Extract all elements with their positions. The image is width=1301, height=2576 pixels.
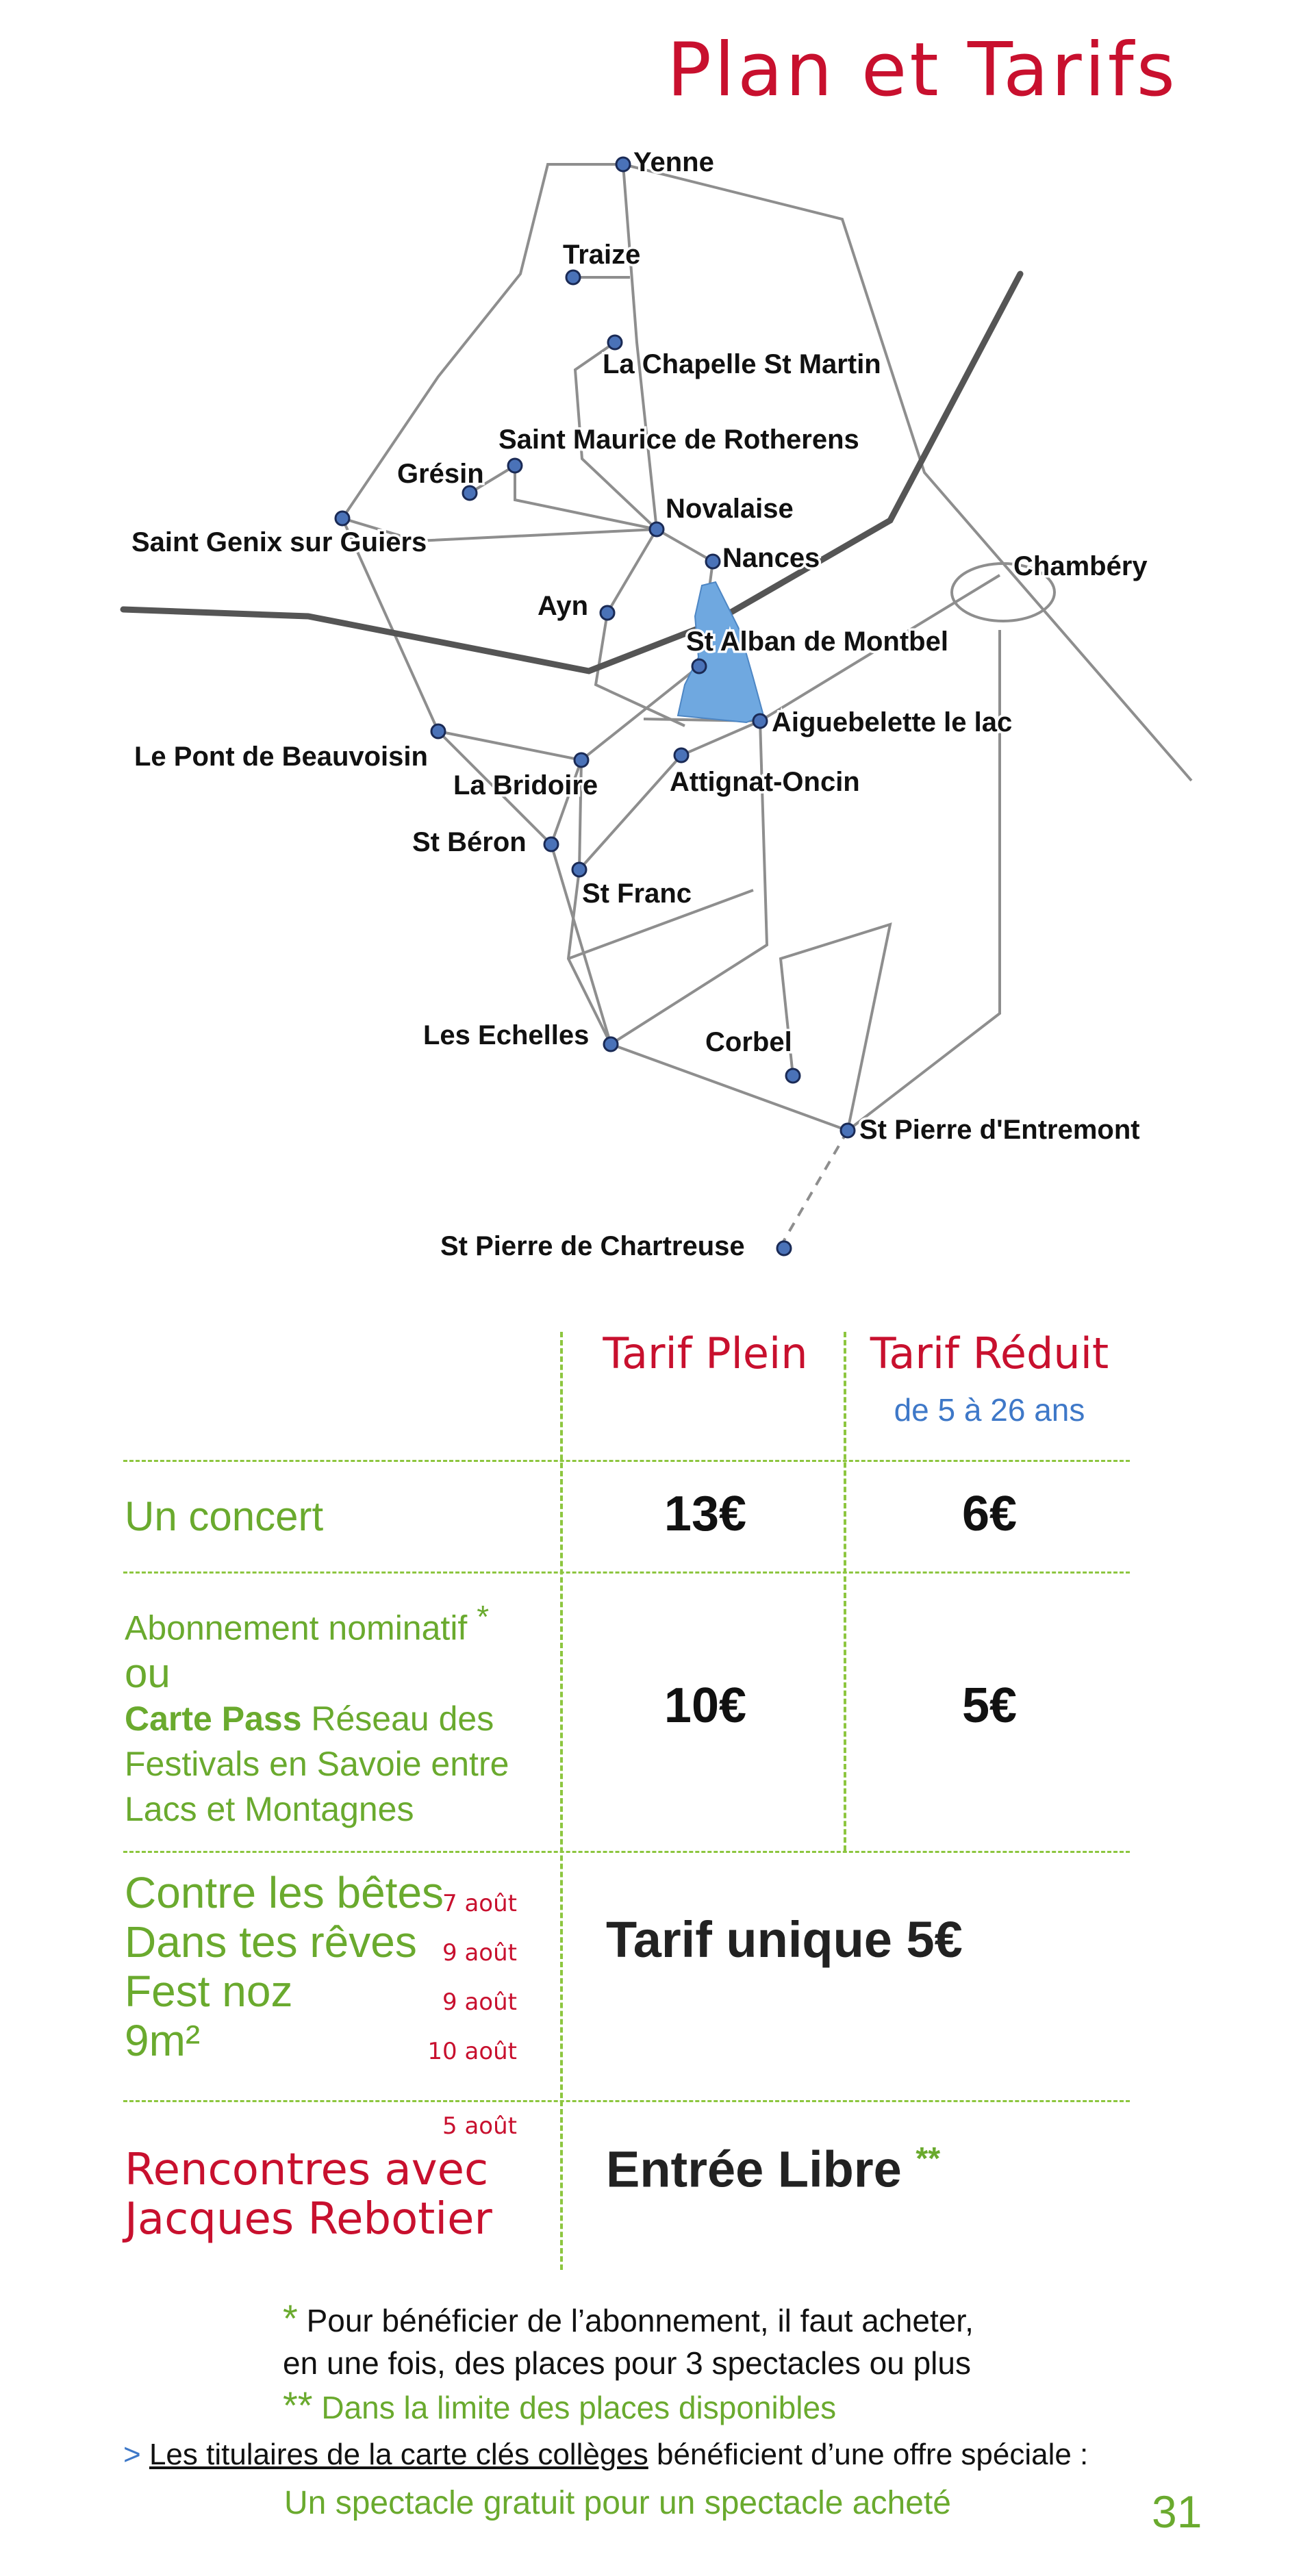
town-dot-st-pierre-entremont <box>841 1124 855 1137</box>
table-rule <box>123 1851 1130 1853</box>
entree-libre <box>606 2140 940 2199</box>
town-dots <box>336 157 855 1255</box>
town-dot-st-pierre-chartreuse <box>777 1241 791 1255</box>
tarif-unique: Tarif unique 5€ <box>606 1911 963 1968</box>
row-label-concert: Un concert <box>125 1493 324 1539</box>
table-rule <box>123 2100 1130 2102</box>
note-line <box>283 2384 974 2429</box>
town-label-st-alban: St Alban de Montbel <box>686 627 948 657</box>
rencontre-title <box>125 2145 492 2244</box>
town-label-st-franc: St Franc <box>582 879 692 909</box>
note-text: Pour bénéficier de l’abonnement, il faut acheter, <box>297 2303 974 2338</box>
entree-libre-stars: ** <box>915 2141 941 2176</box>
table-rule <box>123 1460 1130 1462</box>
town-label-novalaise: Novalaise <box>666 494 794 524</box>
town-label-saint-maurice: Saint Maurice de Rotherens <box>498 425 859 455</box>
carte-pass-bold: Carte Pass <box>125 1699 302 1738</box>
town-label-attignat: Attignat-Oncin <box>670 767 860 797</box>
note-line: en une fois, des places pour 3 spectacles ou plus <box>283 2345 971 2381</box>
abonnement-star: * <box>477 1599 490 1634</box>
carte-pass-rest: Réseau des <box>301 1699 494 1738</box>
lacs-line: Lacs et Montagnes <box>125 1789 414 1828</box>
event-date: 10 août <box>427 2038 517 2065</box>
header-tarif-reduit: Tarif Réduit <box>870 1328 1109 1378</box>
town-label-ayn: Ayn <box>538 591 589 621</box>
town-dot-traize <box>566 270 580 284</box>
town-dot-la-chapelle <box>608 336 622 349</box>
table-divider-right <box>844 1332 846 1851</box>
event-date: 9 août <box>442 1988 517 2016</box>
city-label-chambery: Chambéry <box>1013 551 1148 581</box>
table-rule <box>123 1571 1130 1574</box>
price-concert-reduit: 6€ <box>961 1487 1018 1541</box>
event-date: 7 août <box>442 1890 517 1917</box>
town-dot-nances <box>706 555 720 568</box>
town-dot-st-beron <box>544 837 558 851</box>
note-text-places: Dans la limite des places disponibles <box>312 2390 837 2425</box>
town-label-st-pierre-chartreuse: St Pierre de Chartreuse <box>440 1231 745 1261</box>
note-star-double: ** <box>283 2384 313 2427</box>
town-label-la-bridoire: La Bridoire <box>453 770 598 800</box>
town-label-saint-genix: Saint Genix sur Guiers <box>131 527 427 557</box>
town-dot-ayn <box>601 606 614 620</box>
abonnement-ou: ou <box>125 1650 170 1696</box>
rencontre-date: 5 août <box>442 2112 517 2140</box>
town-dot-aiguebelette <box>753 714 767 728</box>
town-dot-la-bridoire <box>574 753 588 767</box>
town-dot-les-echelles <box>604 1037 618 1051</box>
town-label-aiguebelette: Aiguebelette le lac <box>772 707 1013 737</box>
header-tarif-plein: Tarif Plein <box>603 1328 808 1378</box>
footer-carte-cles <box>123 2438 1088 2472</box>
note-line <box>283 2297 974 2342</box>
town-label-st-beron: St Béron <box>412 827 527 857</box>
event-name: Dans tes rêves <box>125 1917 417 1967</box>
header-tarif-reduit-sub: de 5 à 26 ans <box>894 1392 1085 1428</box>
town-dot-yenne <box>616 157 630 171</box>
page-number: 31 <box>1152 2486 1202 2537</box>
town-label-les-echelles: Les Echelles <box>423 1020 590 1050</box>
carte-cles-rest: bénéficient d’une offre spéciale : <box>648 2438 1089 2471</box>
abonnement-text: Abonnement nominatif <box>125 1608 468 1647</box>
town-dot-attignat <box>674 748 688 762</box>
carte-pass-line <box>125 1696 563 1741</box>
town-label-corbel: Corbel <box>705 1027 792 1057</box>
rencontre-line: Jacques Rebotier <box>125 2194 492 2245</box>
event-name: 9m² <box>125 2016 201 2065</box>
town-dot-saint-genix <box>336 512 349 525</box>
price-abonnement-reduit: 5€ <box>961 1678 1018 1733</box>
town-label-nances: Nances <box>722 543 820 573</box>
row-label-abonnement <box>125 1594 563 1832</box>
town-label-la-chapelle: La Chapelle St Martin <box>603 349 881 379</box>
event-date: 9 août <box>442 1939 517 1967</box>
town-label-pont-de-beauvoisin: Le Pont de Beauvoisin <box>134 742 428 772</box>
town-label-traize: Traize <box>563 240 641 270</box>
event-name: Contre les bêtes <box>125 1868 444 1917</box>
region-map <box>0 137 1301 1274</box>
page-title: Plan et Tarifs <box>666 27 1178 113</box>
town-label-gresin: Grésin <box>397 459 484 489</box>
town-dot-st-alban <box>692 659 706 673</box>
town-label-yenne: Yenne <box>633 147 714 177</box>
town-dot-st-franc <box>572 863 586 876</box>
price-abonnement-plein: 10€ <box>664 1678 747 1733</box>
note-star: * <box>283 2297 298 2340</box>
carte-cles-link-text: Les titulaires de la carte clés collèges <box>149 2438 648 2471</box>
town-dot-novalaise <box>650 522 664 536</box>
town-dot-corbel <box>786 1069 800 1083</box>
event-name: Fest noz <box>125 1967 293 2016</box>
note-abonnement <box>283 2297 974 2429</box>
arrow-icon: > <box>123 2438 141 2471</box>
special-offer: Un spectacle gratuit pour un spectacle acheté <box>284 2485 951 2521</box>
entree-libre-text: Entrée Libre <box>606 2141 902 2198</box>
town-dot-pont-de-beauvoisin <box>431 724 445 738</box>
rencontre-line: Rencontres avec <box>125 2145 489 2195</box>
abonnement-line <box>125 1594 563 1651</box>
price-concert-plein: 13€ <box>664 1487 747 1541</box>
town-dot-saint-maurice <box>508 459 522 472</box>
festivals-line: Festivals en Savoie entre <box>125 1744 509 1783</box>
town-label-st-pierre-entremont: St Pierre d'Entremont <box>859 1115 1140 1145</box>
road-network <box>342 164 1191 1246</box>
